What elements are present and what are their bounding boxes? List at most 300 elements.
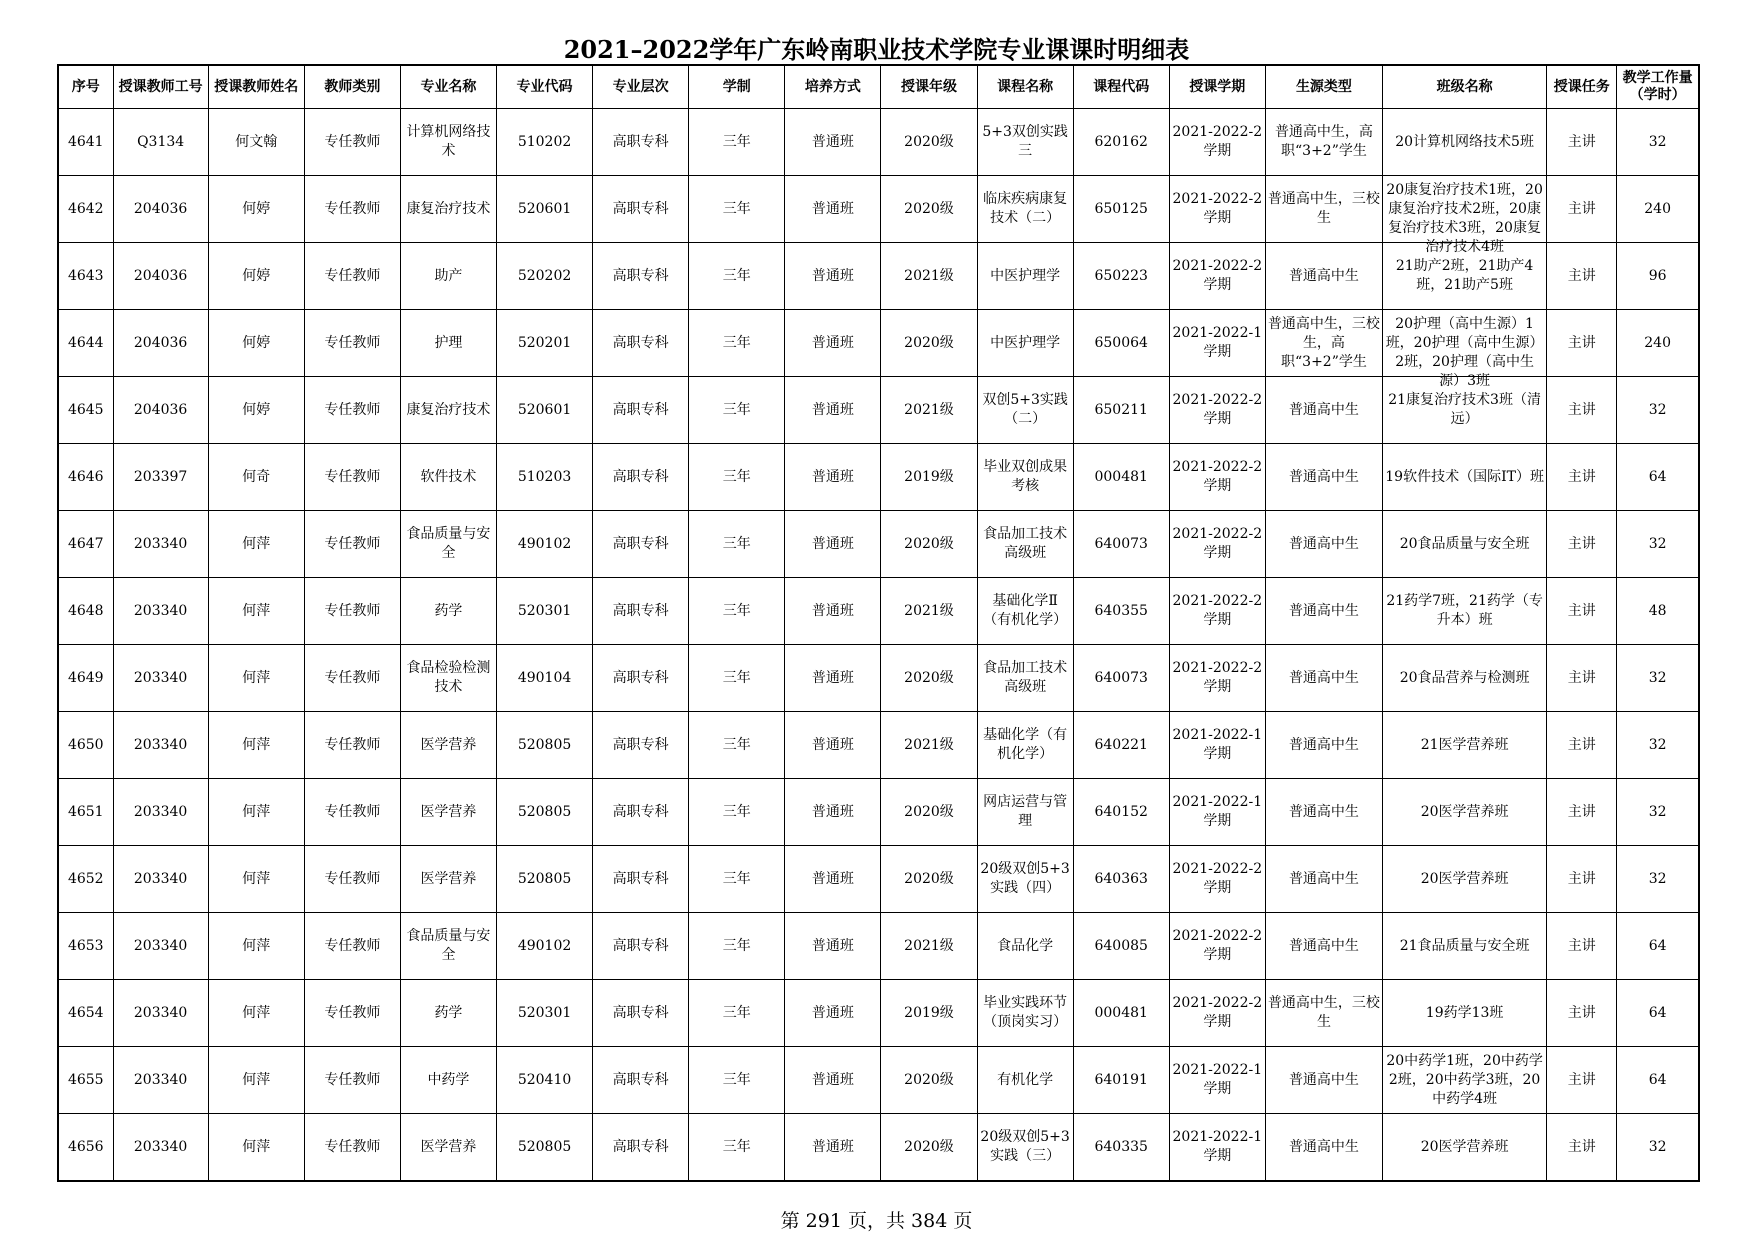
table-cell (58, 779, 113, 846)
table-cell (977, 1114, 1073, 1182)
table-cell (1169, 444, 1265, 511)
cell-text: 三年 (722, 937, 751, 954)
table-cell (304, 377, 400, 444)
cell-text: 普通高中生 (1288, 1138, 1359, 1155)
cell-text: 2021-2022-2学期 (1172, 593, 1263, 628)
table-cell (977, 712, 1073, 779)
table-cell (1547, 846, 1617, 913)
table-cell (689, 444, 785, 511)
cell-text: 520805 (517, 1138, 572, 1155)
cell-text: 何萍 (242, 1071, 271, 1088)
cell-text: 普通高中生 (1288, 669, 1359, 686)
table-cell (977, 913, 1073, 980)
table-cell (1073, 712, 1169, 779)
table-cell (1169, 109, 1265, 176)
cell-text: 主讲 (1567, 267, 1596, 284)
table-cell (113, 1114, 208, 1182)
table-cell (497, 310, 593, 377)
table-row (58, 913, 1699, 980)
table-cell (497, 980, 593, 1047)
cell-text: 毕业双创成果考核 (983, 459, 1068, 494)
cell-text: 20计算机网络技术5班 (1395, 133, 1534, 150)
table-cell (208, 243, 304, 310)
table-cell (689, 511, 785, 578)
table-cell (497, 109, 593, 176)
table-cell (1547, 176, 1617, 243)
table-cell (1383, 779, 1547, 846)
table-cell (1383, 109, 1547, 176)
table-cell (304, 243, 400, 310)
cell-text: 640363 (1094, 870, 1148, 887)
table-cell (785, 578, 881, 645)
table-cell (881, 109, 977, 176)
cell-text: 203340 (133, 937, 188, 954)
table-cell (113, 511, 208, 578)
cell-text: 医学营养 (420, 1138, 477, 1155)
column-header: 培养方式 (785, 65, 881, 109)
cell-text: 普通班 (811, 870, 854, 887)
cell-text: 主讲 (1567, 1138, 1596, 1155)
table-cell (881, 846, 977, 913)
cell-text: 专任教师 (324, 602, 381, 619)
table-cell (1547, 109, 1617, 176)
cell-text: 普通班 (811, 401, 854, 418)
cell-text: 普通高中生，三校生 (1267, 995, 1380, 1030)
table-cell (1265, 444, 1382, 511)
cell-text: 中医护理学 (990, 267, 1061, 284)
table-cell (977, 645, 1073, 712)
table-cell (304, 846, 400, 913)
table-cell (400, 980, 496, 1047)
cell-text: 基础化学Ⅱ（有机化学） (983, 593, 1068, 628)
table-cell (1617, 1114, 1699, 1182)
table-cell (208, 913, 304, 980)
course-hours-table (57, 64, 1700, 1182)
cell-text: 主讲 (1567, 602, 1596, 619)
table-cell (977, 109, 1073, 176)
cell-text: 三年 (722, 535, 751, 552)
cell-text: 21助产2班，21助产4班，21助产5班 (1395, 258, 1534, 293)
cell-text: 2021-2022-2学期 (1172, 459, 1263, 494)
cell-text: 高职专科 (612, 334, 669, 351)
table-cell (113, 310, 208, 377)
cell-text: 三年 (722, 870, 751, 887)
column-header: 授课学期 (1169, 65, 1265, 109)
cell-text: 4650 (67, 736, 104, 753)
table-cell (1617, 109, 1699, 176)
cell-text: 19药学13班 (1425, 1004, 1504, 1021)
table-cell (113, 913, 208, 980)
cell-text: 专任教师 (324, 1071, 381, 1088)
table-body (58, 109, 1699, 1182)
column-header: 生源类型 (1265, 65, 1382, 109)
cell-text: 专任教师 (324, 736, 381, 753)
cell-text: 三年 (722, 468, 751, 485)
table-cell (1169, 1047, 1265, 1114)
cell-text: 何萍 (242, 937, 271, 954)
cell-text: 20医学营养班 (1420, 803, 1509, 820)
table-cell (304, 1114, 400, 1182)
table-row (58, 444, 1699, 511)
cell-text: 三年 (722, 1004, 751, 1021)
cell-text: 203340 (133, 803, 188, 820)
cell-text: 医学营养 (420, 870, 477, 887)
cell-text: 490104 (517, 669, 572, 686)
table-cell (1547, 310, 1617, 377)
cell-text: 4644 (67, 334, 104, 351)
cell-text: 2020级 (904, 535, 954, 552)
table-cell (1383, 176, 1547, 255)
table-cell (400, 109, 496, 176)
cell-text: 20食品营养与检测班 (1399, 669, 1530, 686)
cell-text: 主讲 (1567, 200, 1596, 217)
cell-text: 医学营养 (420, 803, 477, 820)
cell-text: 240 (1644, 334, 1671, 351)
cell-text: 490102 (517, 937, 572, 954)
cell-text: 2021-2022-1学期 (1172, 1129, 1263, 1164)
cell-text: 高职专科 (612, 133, 669, 150)
cell-text: 2019级 (904, 468, 954, 485)
table-cell (1169, 913, 1265, 980)
cell-text: 4649 (67, 669, 104, 686)
cell-text: 医学营养 (420, 736, 477, 753)
table-cell (689, 176, 785, 243)
cell-text: 主讲 (1567, 1071, 1596, 1088)
table-cell (400, 578, 496, 645)
cell-text: 520301 (517, 602, 572, 619)
cell-text: 520301 (517, 1004, 572, 1021)
table-cell (400, 511, 496, 578)
cell-text: 2021-2022-2学期 (1172, 124, 1263, 159)
cell-text: 2021级 (904, 736, 954, 753)
table-cell (58, 1047, 113, 1114)
table-cell (1547, 1047, 1617, 1114)
cell-text: 三年 (722, 334, 751, 351)
column-header: 序号 (58, 65, 113, 109)
cell-text: 240 (1644, 200, 1671, 217)
table-cell (689, 913, 785, 980)
cell-text: 4647 (67, 535, 104, 552)
cell-text: 203340 (133, 1138, 188, 1155)
cell-text: 专任教师 (324, 1004, 381, 1021)
table-cell (1383, 712, 1547, 779)
table-cell (1265, 712, 1382, 779)
table-cell (497, 444, 593, 511)
table-cell (785, 712, 881, 779)
table-cell (208, 779, 304, 846)
table-row (58, 109, 1699, 176)
cell-text: 64 (1648, 1004, 1667, 1021)
table-cell (1265, 109, 1382, 176)
table-row (58, 176, 1699, 243)
cell-text: 64 (1648, 937, 1667, 954)
cell-text: 食品加工技术高级班 (983, 660, 1068, 695)
table-cell (593, 712, 689, 779)
table-cell (1169, 578, 1265, 645)
cell-text: 520410 (517, 1071, 572, 1088)
cell-text: 高职专科 (612, 803, 669, 820)
cell-text: 高职专科 (612, 870, 669, 887)
cell-text: 203397 (133, 468, 188, 485)
table-cell (1265, 846, 1382, 913)
cell-text: 食品化学 (997, 937, 1054, 954)
table-cell (1169, 243, 1265, 310)
table-cell (881, 1114, 977, 1182)
table-cell (1617, 310, 1699, 377)
table-cell (1547, 645, 1617, 712)
cell-text: 普通高中生 (1288, 937, 1359, 954)
table-cell (689, 1114, 785, 1182)
table-cell (1265, 176, 1382, 243)
table-cell (977, 511, 1073, 578)
cell-text: 32 (1648, 133, 1667, 150)
table-cell (497, 176, 593, 243)
table-cell (1383, 310, 1547, 389)
table-cell (208, 1114, 304, 1182)
cell-text: 专任教师 (324, 669, 381, 686)
cell-text: 2021-2022-2学期 (1172, 191, 1263, 226)
cell-text: 高职专科 (612, 1138, 669, 1155)
table-cell (113, 846, 208, 913)
table-cell (1265, 980, 1382, 1047)
column-header: 授课教师姓名 (208, 65, 304, 109)
cell-text: 专任教师 (324, 937, 381, 954)
cell-text: 专任教师 (324, 200, 381, 217)
table-cell (689, 109, 785, 176)
cell-text: 三年 (722, 803, 751, 820)
cell-text: 640355 (1094, 602, 1148, 619)
table-cell (1617, 779, 1699, 846)
table-cell (497, 578, 593, 645)
cell-text: 4645 (67, 401, 104, 418)
table-cell (58, 846, 113, 913)
table-cell (1617, 846, 1699, 913)
table-cell (1073, 377, 1169, 444)
cell-text: 三年 (722, 401, 751, 418)
cell-text: 32 (1648, 401, 1667, 418)
table-cell (304, 109, 400, 176)
table-cell (1265, 511, 1382, 578)
table-cell (881, 377, 977, 444)
cell-text: 主讲 (1567, 736, 1596, 753)
table-cell (1073, 511, 1169, 578)
cell-text: 2020级 (904, 133, 954, 150)
table-row (58, 779, 1699, 846)
table-cell (1617, 243, 1699, 310)
table-cell (1073, 176, 1169, 243)
cell-text: 主讲 (1567, 1004, 1596, 1021)
table-cell (1265, 310, 1382, 377)
cell-text: 主讲 (1567, 803, 1596, 820)
cell-text: 520601 (517, 401, 572, 418)
cell-text: 000481 (1094, 468, 1148, 485)
cell-text: 普通高中生 (1288, 803, 1359, 820)
table-row (58, 511, 1699, 578)
table-cell (497, 511, 593, 578)
cell-text: 食品质量与安全 (406, 928, 491, 963)
table-cell (881, 1047, 977, 1114)
table-cell (1169, 980, 1265, 1047)
table-cell (1169, 377, 1265, 444)
cell-text: 4656 (67, 1138, 104, 1155)
cell-text: 何奇 (242, 468, 271, 485)
table-cell (593, 109, 689, 176)
cell-text: 高职专科 (612, 1004, 669, 1021)
cell-text: 20中药学1班，20中药学2班，20中药学3班，20中药学4班 (1386, 1052, 1543, 1107)
cell-text: 主讲 (1567, 468, 1596, 485)
table-row (58, 645, 1699, 712)
table-cell (1547, 980, 1617, 1047)
cell-text: 基础化学（有机化学） (983, 727, 1068, 762)
table-cell (208, 444, 304, 511)
table-cell (208, 980, 304, 1047)
cell-text: 普通班 (811, 468, 854, 485)
cell-text: 主讲 (1567, 669, 1596, 686)
table-cell (1383, 645, 1547, 712)
cell-text: 4652 (67, 870, 104, 887)
cell-text: 2021级 (904, 401, 954, 418)
table-cell (593, 176, 689, 243)
cell-text: 中药学 (427, 1071, 470, 1088)
table-cell (785, 779, 881, 846)
cell-text: 204036 (133, 401, 188, 418)
table-cell (881, 176, 977, 243)
column-header: 学制 (689, 65, 785, 109)
cell-text: 普通班 (811, 535, 854, 552)
table-cell (304, 913, 400, 980)
table-cell (497, 1114, 593, 1182)
table-cell (881, 243, 977, 310)
cell-text: 高职专科 (612, 401, 669, 418)
table-cell (1073, 645, 1169, 712)
table-cell (785, 109, 881, 176)
table-cell (1073, 578, 1169, 645)
cell-text: 普通班 (811, 669, 854, 686)
table-cell (1073, 1047, 1169, 1114)
table-cell (1547, 578, 1617, 645)
cell-text: 何婷 (242, 200, 271, 217)
column-header: 教学工作量（学时） (1617, 65, 1699, 109)
table-cell (785, 310, 881, 377)
table-cell (977, 444, 1073, 511)
column-header: 授课年级 (881, 65, 977, 109)
cell-text: 何婷 (242, 401, 271, 418)
cell-text: 520805 (517, 870, 572, 887)
table-cell (113, 444, 208, 511)
cell-text: 2020级 (904, 803, 954, 820)
table-cell (1073, 243, 1169, 310)
table-cell (497, 846, 593, 913)
cell-text: 2021-2022-2学期 (1172, 928, 1263, 963)
table-cell (1617, 176, 1699, 243)
cell-text: 专任教师 (324, 468, 381, 485)
cell-text: 何萍 (242, 1004, 271, 1021)
cell-text: 20食品质量与安全班 (1399, 535, 1530, 552)
table-cell (593, 846, 689, 913)
cell-text: 640085 (1094, 937, 1148, 954)
table-cell (1265, 779, 1382, 846)
cell-text: 何萍 (242, 736, 271, 753)
table-cell (58, 444, 113, 511)
cell-text: 普通高中生，三校生，高职“3+2”学生 (1267, 315, 1380, 370)
table-cell (785, 176, 881, 243)
table-cell (1265, 1114, 1382, 1182)
cell-text: 204036 (133, 200, 188, 217)
cell-text: Q3134 (137, 133, 185, 150)
cell-text: 4651 (67, 803, 104, 820)
cell-text: 何婷 (242, 267, 271, 284)
table-cell (1547, 712, 1617, 779)
table-cell (208, 511, 304, 578)
cell-text: 4648 (67, 602, 104, 619)
column-header: 教师类别 (304, 65, 400, 109)
table-cell (304, 712, 400, 779)
table-cell (208, 176, 304, 243)
table-cell (689, 645, 785, 712)
cell-text: 490102 (517, 535, 572, 552)
cell-text: 食品质量与安全 (406, 526, 491, 561)
table-cell (1169, 779, 1265, 846)
table-cell (58, 511, 113, 578)
table-cell (1617, 1047, 1699, 1114)
table-cell (497, 1047, 593, 1114)
cell-text: 主讲 (1567, 133, 1596, 150)
cell-text: 网店运营与管理 (983, 794, 1068, 829)
table-cell (113, 243, 208, 310)
table-cell (785, 243, 881, 310)
cell-text: 专任教师 (324, 870, 381, 887)
table-cell (1617, 712, 1699, 779)
table-cell (113, 1047, 208, 1114)
table-cell (1073, 1114, 1169, 1182)
table-cell (1617, 578, 1699, 645)
column-header: 班级名称 (1383, 65, 1547, 109)
table-cell (1073, 779, 1169, 846)
cell-text: 204036 (133, 267, 188, 284)
table-cell (1547, 444, 1617, 511)
cell-text: 药学 (434, 602, 463, 619)
cell-text: 4646 (67, 468, 104, 485)
table-cell (1547, 243, 1617, 310)
cell-text: 高职专科 (612, 602, 669, 619)
column-header: 课程代码 (1073, 65, 1169, 109)
table-cell (881, 511, 977, 578)
cell-text: 520601 (517, 200, 572, 217)
cell-text: 普通班 (811, 267, 854, 284)
table-cell (689, 377, 785, 444)
cell-text: 专任教师 (324, 535, 381, 552)
cell-text: 20级双创5+3实践（三） (980, 1129, 1070, 1164)
cell-text: 三年 (722, 1071, 751, 1088)
table-row (58, 980, 1699, 1047)
table-cell (689, 1047, 785, 1114)
table-cell (400, 645, 496, 712)
cell-text: 650125 (1094, 200, 1148, 217)
cell-text: 650223 (1094, 267, 1148, 284)
cell-text: 650064 (1094, 334, 1148, 351)
table-cell (1169, 511, 1265, 578)
table-row (58, 578, 1699, 645)
table-cell (400, 377, 496, 444)
cell-text: 2021-2022-2学期 (1172, 995, 1263, 1030)
cell-text: 中医护理学 (990, 334, 1061, 351)
table-cell (593, 444, 689, 511)
table-cell (113, 578, 208, 645)
cell-text: 高职专科 (612, 267, 669, 284)
table-cell (881, 578, 977, 645)
table-cell (304, 645, 400, 712)
cell-text: 640191 (1094, 1071, 1148, 1088)
